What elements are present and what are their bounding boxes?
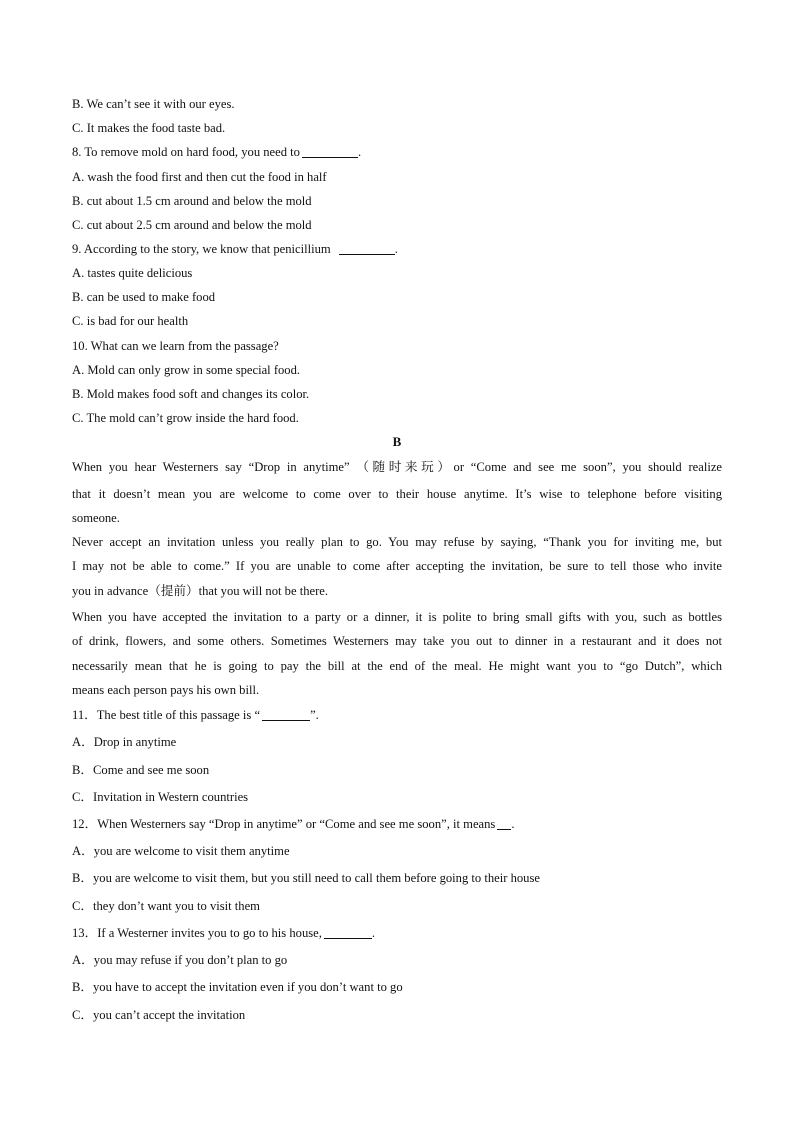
q10-option-a: A. Mold can only grow in some special food. bbox=[72, 363, 301, 377]
q13-stem-text: 13．If a Westerner invites you to go to his house, bbox=[72, 926, 322, 940]
q8-stem-end: . bbox=[357, 145, 362, 159]
passage-line: necessarily mean that he is going to pay the bill at the end of the meal. He might want you to “go Dutch”, which bbox=[72, 659, 722, 673]
q9-stem-text: 9. According to the story, we know that penicillium bbox=[72, 242, 331, 256]
q13-option-b: B．you have to accept the invitation even if you don’t want to go bbox=[72, 980, 403, 994]
q7-option-c: C. It makes the food taste bad. bbox=[72, 121, 226, 135]
q10-stem: 10. What can we learn from the passage? bbox=[72, 339, 279, 353]
q11-stem-text: 11．The best title of this passage is “ bbox=[72, 708, 261, 722]
q13-option-c: C．you can’t accept the invitation bbox=[72, 1008, 246, 1022]
passage-line: you in advance（提前）that you will not be there. bbox=[72, 584, 329, 598]
q8-stem bbox=[72, 144, 361, 160]
passage-line: I may not be able to come.” If you are unable to come after accepting the invitation, be sure to tell those who invite bbox=[72, 559, 722, 573]
q11-option-c: C．Invitation in Western countries bbox=[72, 790, 249, 804]
q8-option-c: C. cut about 2.5 cm around and below the mold bbox=[72, 218, 312, 232]
passage-line: Never accept an invitation unless you really plan to go. You may refuse by saying, “Thank you for inviting me, but bbox=[72, 535, 722, 549]
q9-stem bbox=[72, 241, 398, 257]
q12-option-c: C．they don’t want you to visit them bbox=[72, 899, 260, 913]
q10-option-c: C. The mold can’t grow inside the hard food. bbox=[72, 411, 299, 425]
q12-option-a: A．you are welcome to visit them anytime bbox=[72, 844, 290, 858]
answer-blank bbox=[324, 926, 372, 939]
passage-line: means each person pays his own bill. bbox=[72, 683, 260, 697]
q12-stem bbox=[72, 816, 514, 832]
q13-option-a: A．you may refuse if you don’t plan to go bbox=[72, 953, 288, 967]
q9-option-c: C. is bad for our health bbox=[72, 314, 189, 328]
q12-stem-text: 12．When Westerners say “Drop in anytime” or “Come and see me soon”, it means bbox=[72, 817, 496, 831]
section-heading: B bbox=[392, 434, 402, 449]
q12-option-b: B．you are welcome to visit them, but you still need to call them before going to their house bbox=[72, 871, 540, 885]
passage-line: someone. bbox=[72, 511, 120, 525]
q9-stem-end: . bbox=[394, 242, 398, 256]
q8-option-b: B. cut about 1.5 cm around and below the mold bbox=[72, 194, 312, 208]
passage-line: When you have accepted the invitation to a party or a dinner, it is polite to bring small gifts with you, such as bottles bbox=[72, 610, 722, 624]
q9-option-b: B. can be used to make food bbox=[72, 290, 216, 304]
q11-stem-end: ”. bbox=[310, 708, 319, 722]
q8-option-a: A. wash the food first and then cut the food in half bbox=[72, 170, 327, 184]
q11-stem bbox=[72, 707, 319, 723]
q13-stem-end: . bbox=[371, 926, 376, 940]
answer-blank bbox=[262, 708, 310, 721]
q11-option-b: B．Come and see me soon bbox=[72, 763, 210, 777]
q12-stem-end: . bbox=[511, 817, 515, 831]
q7-option-b: B. We can’t see it with our eyes. bbox=[72, 97, 235, 111]
q13-stem bbox=[72, 925, 375, 941]
q11-option-a: A．Drop in anytime bbox=[72, 735, 177, 749]
passage-line: that it doesn’t mean you are welcome to come over to their house anytime. It’s wise to telephone before visiting bbox=[72, 487, 722, 501]
q8-stem-text: 8. To remove mold on hard food, you need to bbox=[72, 145, 300, 159]
answer-blank bbox=[497, 817, 511, 830]
passage-line: of drink, flowers, and some others. Sometimes Westerners may take you out to dinner in a restaurant and it does not bbox=[72, 634, 722, 648]
passage-line: When you hear Westerners say “Drop in anytime” （随时来玩）or “Come and see me soon”, you should realize bbox=[72, 460, 722, 474]
answer-blank bbox=[339, 242, 395, 255]
q10-option-b: B. Mold makes food soft and changes its color. bbox=[72, 387, 310, 401]
answer-blank bbox=[302, 145, 358, 158]
q9-option-a: A. tastes quite delicious bbox=[72, 266, 193, 280]
